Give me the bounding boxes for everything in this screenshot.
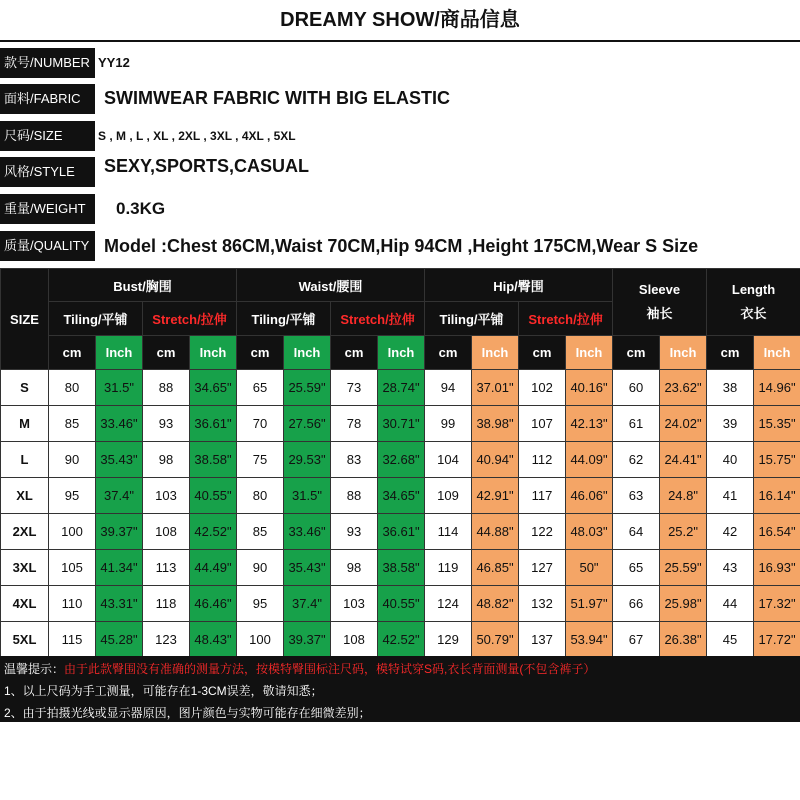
- cm-value: 112: [519, 442, 566, 478]
- cm-value: 95: [237, 586, 284, 622]
- notes-panel: [0, 656, 800, 722]
- inch-value: 30.71": [378, 406, 425, 442]
- inch-value: 31.5": [96, 370, 143, 406]
- inch-value: 46.85": [472, 550, 519, 586]
- inch-value: 42.13": [566, 406, 613, 442]
- cm-value: 80: [237, 478, 284, 514]
- bust-stretch-header: Stretch/拉伸: [143, 302, 237, 336]
- cm-value: 80: [49, 370, 96, 406]
- unit-inch: Inch: [754, 336, 800, 370]
- inch-value: 36.61": [190, 406, 237, 442]
- cm-value: 44: [707, 586, 754, 622]
- inch-value: 53.94": [566, 622, 613, 658]
- inch-value: 46.06": [566, 478, 613, 514]
- inch-value: 33.46": [284, 514, 331, 550]
- info-label-number: 款号/NUMBER: [0, 48, 95, 78]
- inch-value: 15.35": [754, 406, 800, 442]
- hip-tiling-header: Tiling/平铺: [425, 302, 519, 336]
- unit-inch: Inch: [190, 336, 237, 370]
- cm-value: 123: [143, 622, 190, 658]
- inch-value: 44.49": [190, 550, 237, 586]
- inch-value: 17.72": [754, 622, 800, 658]
- cm-value: 63: [613, 478, 660, 514]
- cm-value: 122: [519, 514, 566, 550]
- cm-value: 99: [425, 406, 472, 442]
- sleeve-header-en: Sleeve: [638, 282, 681, 297]
- inch-value: 17.32": [754, 586, 800, 622]
- cm-value: 129: [425, 622, 472, 658]
- inch-value: 38.58": [190, 442, 237, 478]
- hip-header: Hip/臀围: [425, 269, 613, 302]
- cm-value: 114: [425, 514, 472, 550]
- inch-value: 48.82": [472, 586, 519, 622]
- cm-value: 90: [49, 442, 96, 478]
- size-chart-table: [0, 268, 800, 658]
- page-title: DREAMY SHOW/商品信息: [280, 9, 520, 31]
- inch-value: 40.94": [472, 442, 519, 478]
- unit-inch: Inch: [566, 336, 613, 370]
- cm-value: 94: [425, 370, 472, 406]
- cm-value: 108: [331, 622, 378, 658]
- inch-value: 26.38": [660, 622, 707, 658]
- unit-cm: cm: [237, 336, 284, 370]
- inch-value: 16.14": [754, 478, 800, 514]
- info-value-fabric: SWIMWEAR FABRIC WITH BIG ELASTIC: [104, 88, 450, 108]
- inch-value: 37.4": [284, 586, 331, 622]
- inch-value: 23.62": [660, 370, 707, 406]
- size-row: [1, 550, 800, 586]
- cm-value: 88: [331, 478, 378, 514]
- cm-value: 108: [143, 514, 190, 550]
- size-row: [1, 406, 800, 442]
- inch-value: 48.03": [566, 514, 613, 550]
- cm-value: 83: [331, 442, 378, 478]
- notes-line-1: 1、以上尺码为手工测量，可能存在1-3CM误差，敬请知悉；: [4, 684, 323, 698]
- cm-value: 103: [143, 478, 190, 514]
- inch-value: 37.01": [472, 370, 519, 406]
- cm-value: 38: [707, 370, 754, 406]
- info-label-weight: 重量/WEIGHT: [0, 194, 95, 224]
- inch-value: 34.65": [378, 478, 425, 514]
- inch-value: 16.93": [754, 550, 800, 586]
- info-value-style: SEXY,SPORTS,CASUAL: [104, 156, 310, 176]
- inch-value: 25.98": [660, 586, 707, 622]
- cm-value: 110: [49, 586, 96, 622]
- inch-value: 48.43": [190, 622, 237, 658]
- size-label: 5XL: [1, 622, 49, 658]
- cm-value: 117: [519, 478, 566, 514]
- cm-value: 75: [237, 442, 284, 478]
- inch-value: 28.74": [378, 370, 425, 406]
- unit-cm: cm: [425, 336, 472, 370]
- size-label: S: [1, 370, 49, 406]
- cm-value: 100: [237, 622, 284, 658]
- inch-value: 42.52": [190, 514, 237, 550]
- sleeve-header-cn: 袖长: [646, 306, 673, 321]
- inch-value: 44.09": [566, 442, 613, 478]
- inch-value: 33.46": [96, 406, 143, 442]
- cm-value: 42: [707, 514, 754, 550]
- inch-value: 25.59": [660, 550, 707, 586]
- title-divider: [0, 40, 800, 42]
- size-label: 3XL: [1, 550, 49, 586]
- size-row: [1, 622, 800, 658]
- inch-value: 42.52": [378, 622, 425, 658]
- unit-inch: Inch: [660, 336, 707, 370]
- inch-value: 25.59": [284, 370, 331, 406]
- info-value-size: S , M , L , XL , 2XL , 3XL , 4XL , 5XL: [98, 129, 296, 143]
- inch-value: 24.02": [660, 406, 707, 442]
- unit-inch: Inch: [472, 336, 519, 370]
- cm-value: 39: [707, 406, 754, 442]
- inch-value: 35.43": [284, 550, 331, 586]
- cm-value: 78: [331, 406, 378, 442]
- cm-value: 40: [707, 442, 754, 478]
- size-row: [1, 442, 800, 478]
- inch-value: 40.55": [190, 478, 237, 514]
- inch-value: 39.37": [96, 514, 143, 550]
- cm-value: 70: [237, 406, 284, 442]
- cm-value: 113: [143, 550, 190, 586]
- info-value-quality: Model :Chest 86CM,Waist 70CM,Hip 94CM ,Height 175CM,Wear S Size: [104, 236, 699, 256]
- cm-value: 67: [613, 622, 660, 658]
- size-row: [1, 478, 800, 514]
- inch-value: 41.34": [96, 550, 143, 586]
- notes-line-2: 2、由于拍摄光线或显示器原因，图片颜色与实物可能存在细微差别；: [4, 706, 371, 720]
- inch-value: 36.61": [378, 514, 425, 550]
- inch-value: 31.5": [284, 478, 331, 514]
- inch-value: 25.2": [660, 514, 707, 550]
- cm-value: 45: [707, 622, 754, 658]
- inch-value: 35.43": [96, 442, 143, 478]
- bust-tiling-header: Tiling/平铺: [49, 302, 143, 336]
- waist-header: Waist/腰围: [237, 269, 425, 302]
- cm-value: 100: [49, 514, 96, 550]
- cm-value: 124: [425, 586, 472, 622]
- cm-value: 98: [143, 442, 190, 478]
- inch-value: 24.8": [660, 478, 707, 514]
- cm-value: 62: [613, 442, 660, 478]
- notes-warning: 由于此款臀围没有准确的测量方法，按模特臀围标注尺码，模特试穿S码,衣长背面测量(不包含裤子）: [64, 662, 596, 676]
- cm-value: 61: [613, 406, 660, 442]
- unit-inch: Inch: [378, 336, 425, 370]
- notes-warning-line: [4, 660, 595, 677]
- hip-stretch-header: Stretch/拉伸: [519, 302, 613, 336]
- info-label-style: 风格/STYLE: [0, 157, 95, 187]
- inch-value: 24.41": [660, 442, 707, 478]
- inch-value: 29.53": [284, 442, 331, 478]
- unit-inch: Inch: [96, 336, 143, 370]
- unit-cm: cm: [49, 336, 96, 370]
- inch-value: 37.4": [96, 478, 143, 514]
- info-label-size: 尺码/SIZE: [0, 121, 95, 151]
- inch-value: 40.16": [566, 370, 613, 406]
- notes-prefix: 温馨提示：: [4, 662, 65, 676]
- inch-value: 50": [566, 550, 613, 586]
- info-value-number: YY12: [98, 55, 130, 70]
- inch-value: 44.88": [472, 514, 519, 550]
- info-label-quality: 质量/QUALITY: [0, 231, 95, 261]
- cm-value: 132: [519, 586, 566, 622]
- cm-value: 66: [613, 586, 660, 622]
- info-label-fabric: 面料/FABRIC: [0, 84, 95, 114]
- length-header-cn: 衣长: [740, 306, 767, 321]
- inch-value: 32.68": [378, 442, 425, 478]
- length-header: [707, 269, 800, 336]
- cm-value: 127: [519, 550, 566, 586]
- cm-value: 109: [425, 478, 472, 514]
- unit-cm: cm: [707, 336, 754, 370]
- size-label: 4XL: [1, 586, 49, 622]
- inch-value: 51.97": [566, 586, 613, 622]
- inch-value: 16.54": [754, 514, 800, 550]
- bust-header: Bust/胸围: [49, 269, 237, 302]
- inch-value: 38.58": [378, 550, 425, 586]
- cm-value: 102: [519, 370, 566, 406]
- info-value-weight: 0.3KG: [116, 199, 166, 218]
- cm-value: 85: [237, 514, 284, 550]
- inch-value: 43.31": [96, 586, 143, 622]
- cm-value: 85: [49, 406, 96, 442]
- cm-value: 60: [613, 370, 660, 406]
- sleeve-header: [613, 269, 707, 336]
- size-row: [1, 370, 800, 406]
- cm-value: 104: [425, 442, 472, 478]
- cm-value: 118: [143, 586, 190, 622]
- inch-value: 45.28": [96, 622, 143, 658]
- cm-value: 105: [49, 550, 96, 586]
- size-label: XL: [1, 478, 49, 514]
- cm-value: 41: [707, 478, 754, 514]
- size-rows: [1, 370, 800, 658]
- size-label: M: [1, 406, 49, 442]
- cm-value: 103: [331, 586, 378, 622]
- cm-value: 88: [143, 370, 190, 406]
- cm-value: 98: [331, 550, 378, 586]
- inch-value: 27.56": [284, 406, 331, 442]
- unit-cm: cm: [143, 336, 190, 370]
- cm-value: 93: [331, 514, 378, 550]
- size-header: SIZE: [1, 269, 49, 370]
- cm-value: 137: [519, 622, 566, 658]
- unit-cm: cm: [519, 336, 566, 370]
- cm-value: 119: [425, 550, 472, 586]
- cm-value: 95: [49, 478, 96, 514]
- size-label: 2XL: [1, 514, 49, 550]
- cm-value: 43: [707, 550, 754, 586]
- size-row: [1, 586, 800, 622]
- cm-value: 64: [613, 514, 660, 550]
- size-label: L: [1, 442, 49, 478]
- inch-value: 39.37": [284, 622, 331, 658]
- cm-value: 90: [237, 550, 284, 586]
- inch-value: 34.65": [190, 370, 237, 406]
- inch-value: 38.98": [472, 406, 519, 442]
- unit-cm: cm: [331, 336, 378, 370]
- inch-value: 42.91": [472, 478, 519, 514]
- unit-inch: Inch: [284, 336, 331, 370]
- cm-value: 93: [143, 406, 190, 442]
- cm-value: 65: [237, 370, 284, 406]
- cm-value: 65: [613, 550, 660, 586]
- cm-value: 115: [49, 622, 96, 658]
- waist-stretch-header: Stretch/拉伸: [331, 302, 425, 336]
- inch-value: 15.75": [754, 442, 800, 478]
- inch-value: 40.55": [378, 586, 425, 622]
- inch-value: 14.96": [754, 370, 800, 406]
- length-header-en: Length: [731, 282, 776, 297]
- inch-value: 50.79": [472, 622, 519, 658]
- cm-value: 73: [331, 370, 378, 406]
- waist-tiling-header: Tiling/平铺: [237, 302, 331, 336]
- inch-value: 46.46": [190, 586, 237, 622]
- cm-value: 107: [519, 406, 566, 442]
- unit-cm: cm: [613, 336, 660, 370]
- size-row: [1, 514, 800, 550]
